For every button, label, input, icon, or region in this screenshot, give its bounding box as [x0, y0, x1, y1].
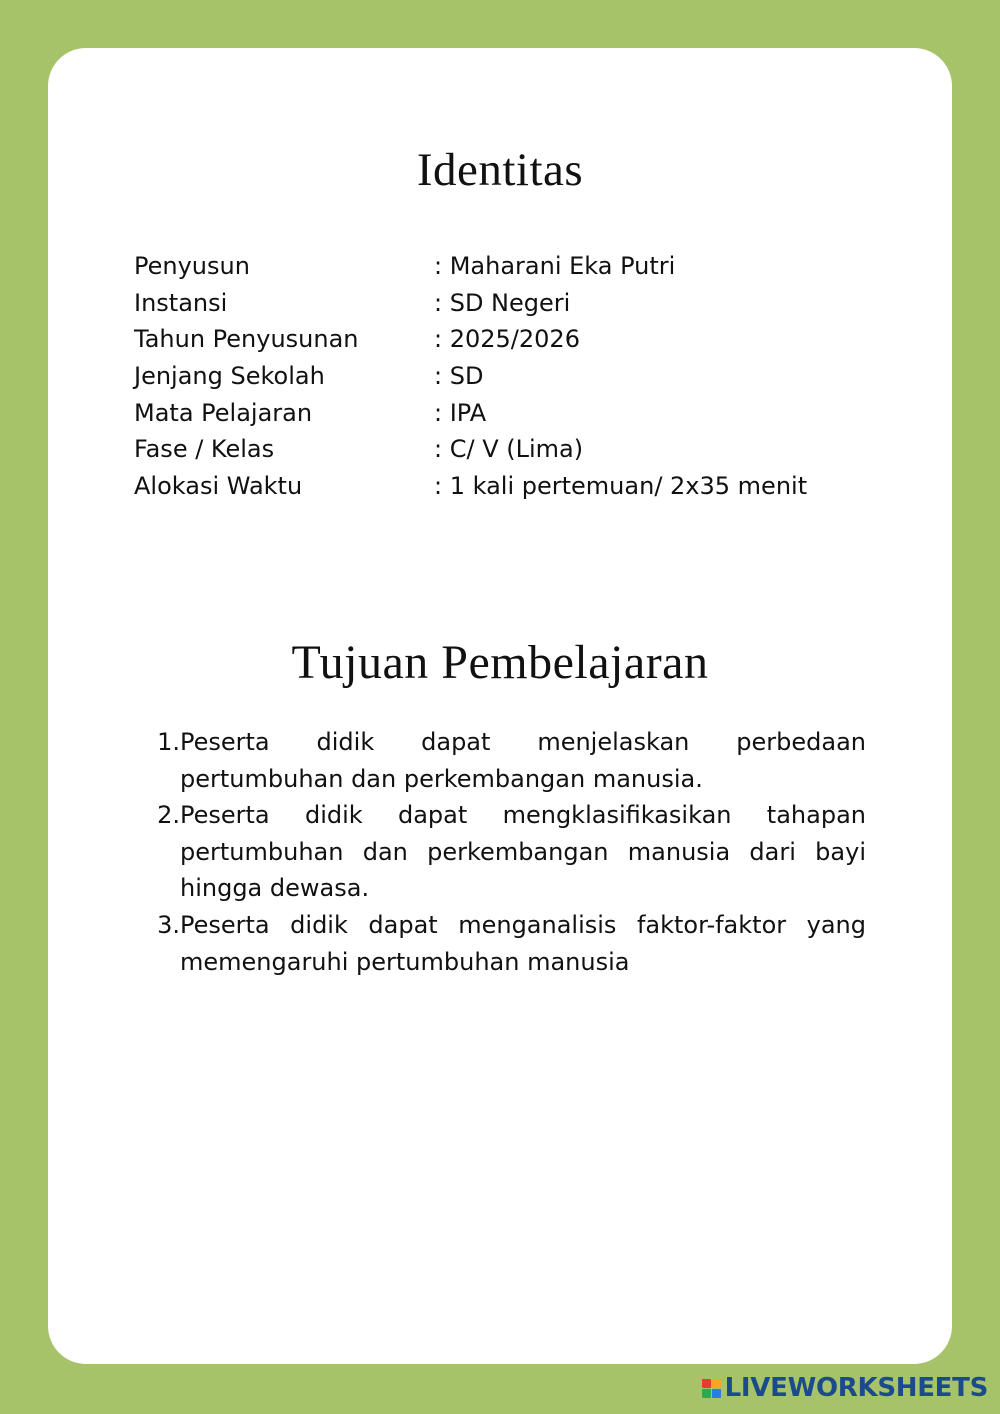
- identitas-heading: Identitas: [416, 144, 584, 196]
- objective-item: [154, 797, 866, 907]
- identity-table: [134, 248, 894, 504]
- objective-text: Peserta didik dapat menjelaskan perbedaan pertumbuhan dan perkembangan manusia.: [180, 728, 866, 793]
- identity-label: Alokasi Waktu: [134, 471, 303, 500]
- liveworksheets-watermark: [702, 1368, 988, 1408]
- identity-row-alokasi: [134, 468, 894, 505]
- identity-label: Jenjang Sekolah: [134, 362, 325, 391]
- identity-value: : 2025/2026: [434, 325, 580, 354]
- identity-label: Mata Pelajaran: [134, 398, 313, 427]
- objective-item: [154, 724, 866, 797]
- identity-value: : IPA: [434, 398, 487, 427]
- worksheet-card: [48, 48, 952, 1364]
- identity-label: Penyusun: [134, 252, 250, 281]
- logo-square-v: [702, 1389, 711, 1398]
- identity-value: : C/ V (Lima): [434, 435, 584, 464]
- logo-square-i: [712, 1379, 721, 1388]
- identity-label: Fase / Kelas: [134, 435, 275, 464]
- objective-number: 2.: [157, 801, 180, 830]
- identity-row-mapel: [134, 394, 894, 431]
- identity-label: Tahun Penyusunan: [134, 325, 359, 354]
- identity-value: : Maharani Eka Putri: [434, 252, 676, 281]
- identity-value: : SD Negeri: [434, 288, 571, 317]
- objective-number: 3.: [157, 910, 180, 939]
- liveworksheets-logo-icon: [702, 1379, 721, 1398]
- identity-value: : SD: [434, 362, 484, 391]
- logo-square-l: [702, 1379, 711, 1388]
- objective-number: 1.: [157, 728, 180, 756]
- identity-value: : 1 kali pertemuan/ 2x35 menit: [434, 471, 808, 500]
- logo-square-e: [712, 1389, 721, 1398]
- objective-text: Peserta didik dapat menganalisis faktor-faktor yang memengaruhi pertumbuhan manusia: [180, 910, 866, 976]
- objectives-list: [154, 724, 866, 980]
- objective-item: [154, 907, 866, 980]
- watermark-text: LIVEWORKSHEETS: [724, 1373, 988, 1403]
- objective-text: Peserta didik dapat mengklasifikasikan tahapan pertumbuhan dan perkembangan manusia dari bayi hingga dewasa.: [180, 801, 866, 903]
- identity-label: Instansi: [134, 288, 228, 317]
- identity-row-instansi: [134, 285, 894, 322]
- identity-row-penyusun: [134, 248, 894, 285]
- identity-row-tahun: [134, 321, 894, 358]
- identity-row-jenjang: [134, 358, 894, 395]
- identity-row-fase: [134, 431, 894, 468]
- tujuan-heading: Tujuan Pembelajaran: [291, 636, 709, 689]
